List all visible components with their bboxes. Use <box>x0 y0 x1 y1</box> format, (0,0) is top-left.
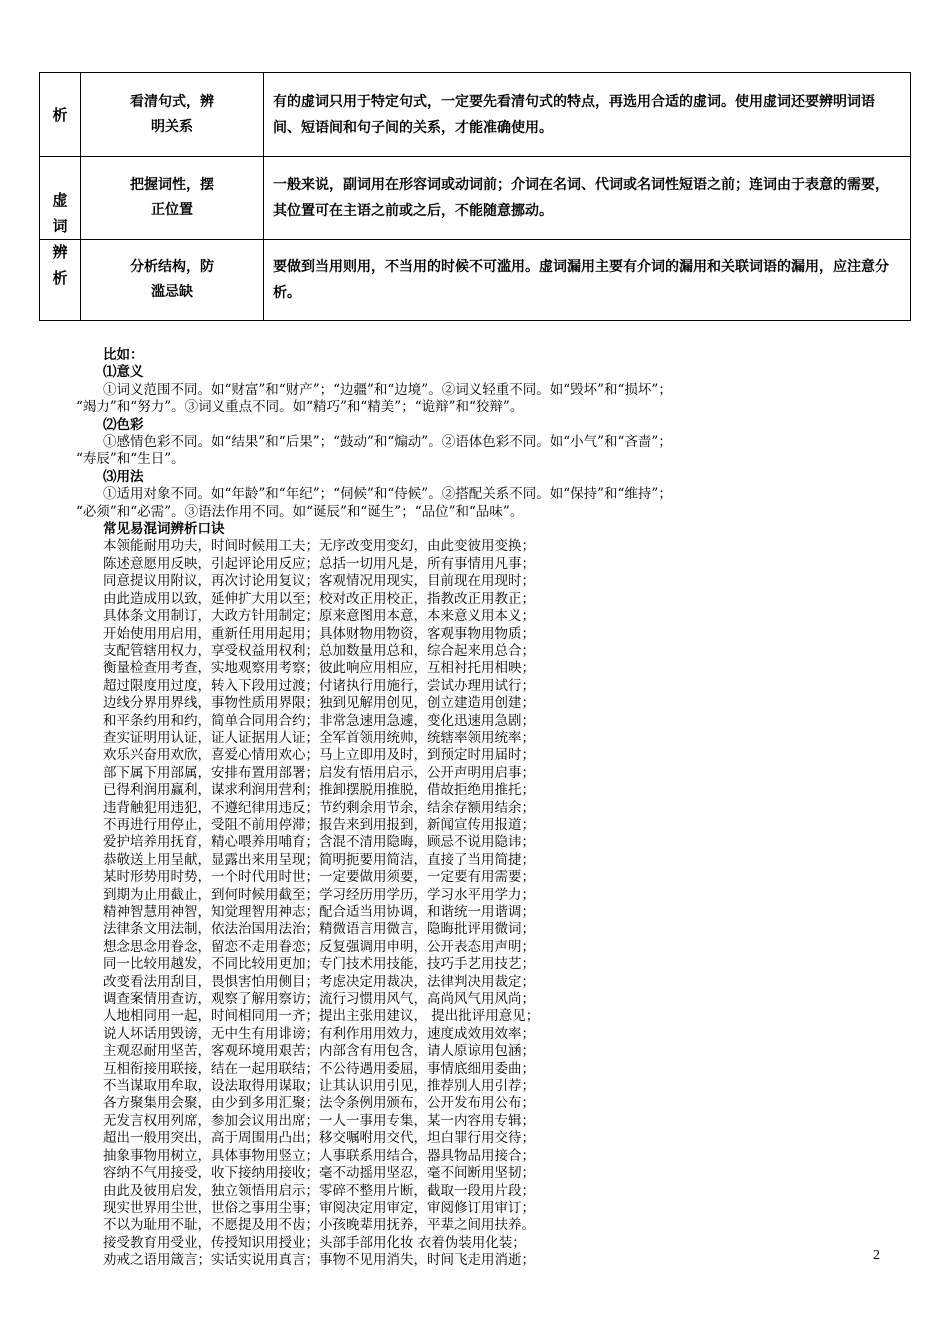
table-row <box>40 156 910 240</box>
mnemonic-line: 部下属下用部属，安排布置用部署；启发有悟用启示，公开声明用启事； <box>103 764 535 781</box>
mnemonic-line: 不当谋取用牟取，设法取得用谋取；让其认识用引见，推荐别人用引荐； <box>103 1078 535 1095</box>
method-line: 把握词性，摆 <box>130 176 214 193</box>
document-body <box>76 347 876 1270</box>
mnemonic-line: 想念思念用眷念，留恋不走用眷恋；反复强调用申明，公开表态用声明； <box>103 938 535 955</box>
mnemonic-line: 开始使用用启用，重新任用用起用；具体财物用物资，客观事物用物质； <box>103 625 535 642</box>
mnemonic-line: 本领能耐用功夫，时间时候用工夫；无序改变用变幻，由此变彼用变换； <box>103 538 535 555</box>
table-row <box>40 73 910 157</box>
description-cell <box>264 156 910 239</box>
mnemonic-line: 由此及彼用启发，独立领悟用启示；零碎不整用片断，截取一段用片段； <box>103 1182 535 1199</box>
mnemonic-line: 边线分界用界线，事物性质用界限；独到见解用创见，创立建造用创建； <box>103 695 535 712</box>
description-text: 一般来说，副词用在形容词或动词前；介词在名词、代词或名词性短语之前；连词由于表意的需要，其位置可在主语之前或之后，不能随意挪动。 <box>273 176 889 219</box>
mnemonic-line: 陈述意愿用反映，引起评论用反应；总括一切用凡是，所有事情用凡事； <box>103 555 535 572</box>
mnemonic-heading: 常见易混词辨析口诀 <box>103 521 225 538</box>
method-cell <box>81 239 264 320</box>
mnemonic-line: 法律条文用法制，依法治国用法治；精微语言用微言，隐晦批评用微词； <box>103 921 535 938</box>
mnemonic-line: 同意提议用附议，再次讨论用复议；客观情况用现实，目前现在用现时； <box>103 573 535 590</box>
method-line: 正位置 <box>151 201 193 218</box>
mnemonic-line: 支配管辖用权力，享受权益用权利；总加数量用总和，综合起来用总合； <box>103 642 535 659</box>
mnemonic-line: 人地相同用一起，时间相同用一齐；提出主张用建议， 提出批评用意见； <box>103 1008 540 1025</box>
mnemonic-line: 说人坏话用毁谤，无中生有用诽谤；有利作用用效力，速度成效用效率； <box>103 1025 535 1042</box>
mnemonic-line: 同一比较用越发，不同比较用更加；专门技术用技能，技巧手艺用技艺； <box>103 956 535 973</box>
method-line: 明关系 <box>151 118 193 135</box>
mnemonic-line: 超过限度用过度，转入下段用过渡；付诸执行用施行，尝试办理用试行； <box>103 677 535 694</box>
mnemonic-line: 互相衔接用联接，结在一起用联结；不公待遇用委屈，事情底细用委曲； <box>103 1060 535 1077</box>
mnemonic-line: 不再进行用停止，受阻不前用停滞；报告来到用报到，新闻宣传用报道； <box>103 816 535 833</box>
mnemonic-line: 爱护培养用抚育，精心喂养用哺育；含混不清用隐晦，顾忌不说用隐讳； <box>103 834 535 851</box>
paragraph-line: ①词义范围不同。如“财富”和“财产”；“边疆”和“边境”。②词义轻重不同。如“毁坏”和“损坏”； <box>103 381 672 398</box>
mnemonic-line: 改变看法用刮目，畏惧害怕用侧目；考虑决定用裁决，法律判决用裁定； <box>103 973 535 990</box>
page-number: 2 <box>873 1248 880 1263</box>
mnemonic-line: 恭敬送上用呈献，显露出来用呈现；简明扼要用简洁，直接了当用简捷； <box>103 851 535 868</box>
mnemonic-line: 劝戒之语用箴言；实话实说用真言；事物不见用消失，时间飞走用消逝； <box>103 1252 535 1269</box>
mnemonic-list <box>76 538 876 1269</box>
mnemonic-line: 某时形势用时势，一个时代用时世；一定要做用须要，一定要有用需要； <box>103 869 535 886</box>
intro-heading: 比如： <box>103 347 144 363</box>
description-cell <box>264 239 910 320</box>
mnemonic-line: 已得利润用赢利，谋求利润用营利；推卸摆脱用推脱，借故拒绝用推托； <box>103 782 535 799</box>
method-line: 看清句式，辨 <box>130 93 214 110</box>
mnemonic-line: 由此造成用以致，延伸扩大用以至；校对改正用校正，指教改正用教正； <box>103 590 535 607</box>
table-row <box>40 239 910 320</box>
mnemonic-line: 超出一般用突出，高于周围用凸出；移交嘱咐用交代，坦白罪行用交待； <box>103 1130 535 1147</box>
mnemonic-line: 查实证明用认证，证人证据用人证；全军首领用统帅，统辖率领用统率； <box>103 729 535 746</box>
mnemonic-line: 现实世界用尘世，世俗之事用尘事；审阅决定用审定，审阅修订用审订； <box>103 1199 535 1216</box>
paragraph-line: “必须”和“必需”。③语法作用不同。如“诞辰”和“诞生”；“品位”和“品味”。 <box>76 503 524 520</box>
mnemonic-line: 到期为止用截止，到何时候用截至；学习经历用学历，学习水平用学力； <box>103 886 535 903</box>
method-line: 滥忌缺 <box>151 283 193 300</box>
paragraph-line: ①感情色彩不同。如“结果”和“后果”；“鼓动”和“煽动”。②语体色彩不同。如“小气”和“吝啬”； <box>103 434 672 451</box>
mnemonic-line: 和平条约用和约，简单合同用合约；非常急速用急遽，变化迅速用急剧； <box>103 712 535 729</box>
mnemonic-line: 衡量检查用考查，实地观察用考察；彼此响应用相应，互相衬托用相映； <box>103 660 535 677</box>
mnemonic-line: 抽象事物用树立，具体事物用竖立；人事联系用结合，器具物品用接合； <box>103 1147 535 1164</box>
section-heading-color: ⑵色彩 <box>103 416 144 433</box>
description-text: 要做到当用则用，不当用的时候不可滥用。虚词漏用主要有介词的漏用和关联词语的漏用，应注意分析。 <box>273 258 889 301</box>
mnemonic-line: 具体条文用制订，大政方针用制定；原来意图用本意，本来意义用本义； <box>103 608 535 625</box>
side-label-top-text: 析 <box>52 106 68 124</box>
mnemonic-line: 不以为耻用不耻，不愿提及用不齿；小孩晚辈用抚养，平辈之间用扶养。 <box>103 1217 535 1234</box>
description-cell <box>264 73 910 156</box>
section-heading-usage: ⑶用法 <box>103 468 144 485</box>
paragraph-line: “寿辰”和“生日”。 <box>76 451 185 468</box>
side-label-function-words-text: 虚词辨析 <box>52 191 68 287</box>
mnemonic-line: 欢乐兴奋用欢欣，喜爱心情用欢心；马上立即用及时，到预定时用届时； <box>103 747 535 764</box>
mnemonic-line: 容纳不气用接受，收下接纳用接收；毫不动摇用坚忍，毫不间断用坚韧； <box>103 1165 535 1182</box>
analysis-table <box>39 72 911 321</box>
method-cell <box>81 73 264 156</box>
mnemonic-line: 各方聚集用会聚，由少到多用汇聚；法令条例用颁布，公开发布用公布； <box>103 1095 535 1112</box>
method-line: 分析结构，防 <box>130 258 214 275</box>
paragraph-line: ①适用对象不同。如“年龄”和“年纪”；“伺候”和“侍候”。②搭配关系不同。如“保持”和“维持”； <box>103 486 672 503</box>
mnemonic-line: 接受教育用受业，传授知识用授业；头部手部用化妆 衣着伪装用化装； <box>103 1234 526 1251</box>
mnemonic-line: 违背触犯用违犯，不遵纪律用违反；节约剩余用节余，结余存额用结余； <box>103 799 535 816</box>
mnemonic-line: 调查案情用查访，观察了解用察访；流行习惯用风气，高尚风气用风尚； <box>103 991 535 1008</box>
mnemonic-line: 精神智慧用神智，知觉理智用神志；配合适当用协调，和谐统一用谐调； <box>103 904 535 920</box>
mnemonic-line: 无发言权用列席，参加会议用出席；一人一事用专集，某一内容用专辑； <box>103 1112 535 1129</box>
description-text: 有的虚词只用于特定句式，一定要先看清句式的特点，再选用合适的虚词。使用虚词还要辨明词语间、短语间和句子间的关系，才能准确使用。 <box>273 93 875 136</box>
section-heading-meaning: ⑴意义 <box>103 364 144 381</box>
paragraph-line: “竭力”和“努力”。③词义重点不同。如“精巧”和“精美”；“诡辩”和“狡辩”。 <box>76 399 524 416</box>
method-cell <box>81 156 264 239</box>
mnemonic-line: 主观忍耐用坚苦，客观环境用艰苦；内部含有用包含，请人原谅用包涵； <box>103 1043 535 1060</box>
